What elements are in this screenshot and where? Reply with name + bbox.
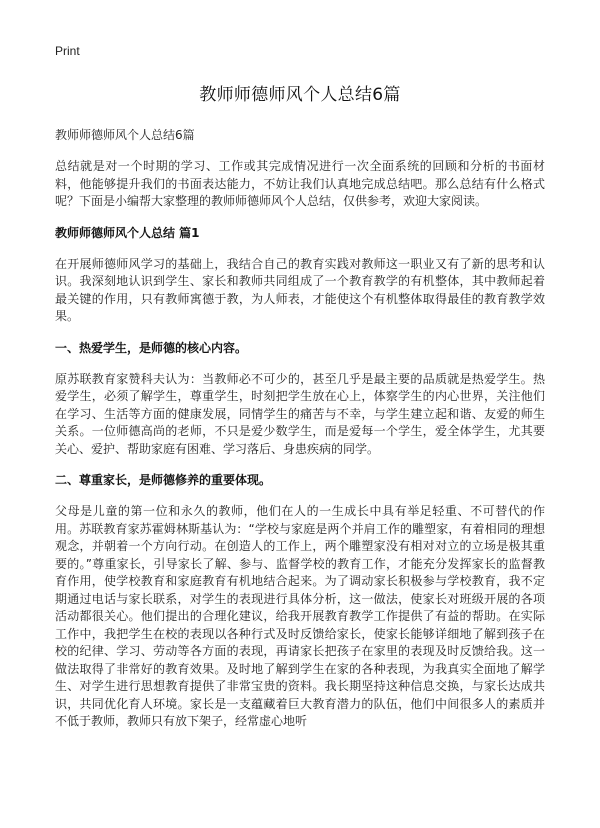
document-subtitle: 教师师德师风个人总结6篇 [55, 128, 195, 142]
section-heading: 教师师德师风个人总结 篇1 [55, 225, 200, 240]
point-two-paragraph: 父母是儿童的第一位和永久的教师，他们在人的一生成长中具有举足轻重、不可替代的作用。苏联教育家苏霍姆林斯基认为：“学校与家庭是两个并肩工作的雕塑家，有着相同的理想观念，并朝着一个方向行动。在创造人的工作上，两个雕塑家没有相对对立的立场是极其重要的。”尊重家长，引导家长了解、参与、监督学校的教育工作，才能充分发挥家长的监督教育作用，使学校教育和家庭教育有机地结合起来。为了调动家长积极参与学校教育，我不定期通过电话与家长联系，对学生的表现进行具体分析，这一做法，使家长对班级开展的各项活动都很关心。他们提出的合理化建议，给我开展教育教学工作提供了有益的帮助。在实际工作中，我把学生在校的表现以各种行式及时反馈给家长，使家长能够详细地了解到孩子在校的纪律、学习、劳动等各方面的表现，再请家长把孩子在家里的表现及时反馈给我。这一做法取得了非常好的教育效果。及时地了解到学生在家的各种表现，为我真实全面地了解学生、对学生进行思想教育提供了非常宝贵的资料。我长期坚持这种信息交换，与家长达成共识，共同优化育人环境。家长是一支蕴藏着巨大教育潜力的队伍，他们中间很多人的素质并不低于教师，教师只有放下架子，经常虚心地听 [55, 504, 545, 728]
print-label: Print [55, 44, 80, 58]
document-title: 教师师德师风个人总结6篇 [199, 85, 401, 105]
section-paragraph: 在开展师德师风学习的基础上，我结合自己的教育实践对教师这一职业又有了新的思考和认识。我深刻地认识到学生、家长和教师共同组成了一个教育教学的有机整体，其中教师起着最关键的作用，只有教师寓德于教，为人师表，才能使这个有机整体取得最佳的教育教学效果。 [55, 256, 545, 323]
intro-paragraph: 总结就是对一个时期的学习、工作或其完成情况进行一次全面系统的回顾和分析的书面材料，他能够提升我们的书面表达能力，不妨让我们认真地完成总结吧。那么总结有什么格式呢？下面是小编帮大家整理的教师师德师风个人总结，仅供参考，欢迎大家阅读。 [55, 159, 545, 208]
point-two-heading: 二、尊重家长，是师德修养的重要体现。 [55, 473, 272, 487]
point-one-paragraph: 原苏联教育家赞科夫认为：当教师必不可少的，甚至几乎是最主要的品质就是热爱学生。热爱学生，必须了解学生，尊重学生，时刻把学生放在心上，体察学生的内心世界，关注他们在学习、生活等方面的健康发展，同情学生的痛苦与不幸，与学生建立起和谐、友爱的师生关系。一位师德高尚的老师，不只是爱少数学生，而是爱每一个学生，爱全体学生，尤其要关心、爱护、帮助家庭有困难、学习落后、身患疾病的同学。 [55, 371, 545, 456]
point-one-heading: 一、热爱学生，是师德的核心内容。 [55, 340, 248, 355]
